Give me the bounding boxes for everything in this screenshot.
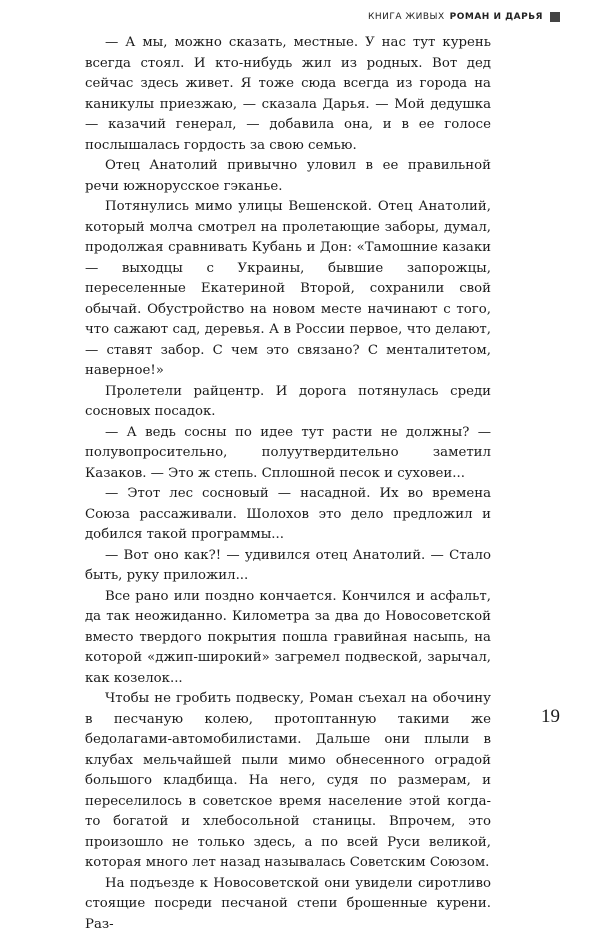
book-title: РОМАН И ДАРЬЯ: [450, 12, 543, 22]
page-number: 19: [541, 706, 560, 728]
paragraph: Пролетели райцентр. И дорога потянулась среди сосновых посадок.: [85, 382, 491, 423]
paragraph: Отец Анатолий привычно уловил в ее правильной речи южнорусское гэканье.: [85, 156, 491, 197]
running-head: [368, 12, 560, 22]
paragraph: Потянулись мимо улицы Вешенской. Отец Анатолий, который молча смотрел на пролетающие заборы, думал, продолжая сравнивать Кубань и Дон: «Тамошние казаки — выходцы с Украины, бывшие запорожцы, переселенные Екатериной Второй, сохранили свой обычай. Обустройство на новом месте начинают с того, что сажают сад, деревья. А в России первое, что делают, — ставят забор. С чем это связано? С менталитетом, наверное!»: [85, 197, 491, 382]
paragraph: Чтобы не гробить подвеску, Роман съехал на обочину в песчаную колею, протоптанную такими же бедолагами-автомобилистами. Дальше они плыли в клубах мельчайшей пыли мимо обнесенного оградой большого кладбища. На него, судя по размерам, и переселилось в советское время население этой когда-то богатой и хлебосольной станицы. Впрочем, это произошло не только здесь, а по всей Руси великой, которая много лет назад называлась Советским Союзом.: [85, 689, 491, 874]
series-title: КНИГА ЖИВЫХ: [368, 12, 445, 22]
paragraph: На подъезде к Новосоветской они увидели сиротливо стоящие посреди песчаной степи брошенные курени. Раз-: [85, 874, 491, 935]
paragraph: — А ведь сосны по идее тут расти не должны? — полувопросительно, полуутвердительно заметил Казаков. — Это ж степь. Сплошной песок и суховеи...: [85, 423, 491, 485]
paragraph: Все рано или поздно кончается. Кончился и асфальт, да так неожиданно. Километра за два до Новосоветской вместо твердого покрытия пошла гравийная насыпь, на которой «джип-широкий» загремел подвеской, зарычал, как козелок...: [85, 587, 491, 690]
paragraph: — Этот лес сосновый — насадной. Их во времена Союза рассаживали. Шолохов это дело предложил и добился такой программы...: [85, 484, 491, 546]
paragraph: — А мы, можно сказать, местные. У нас тут курень всегда стоял. И кто-нибудь жил из родных. Вот дед сейчас здесь живет. Я тоже сюда всегда из города на каникулы приезжаю, — сказала Дарья. — Мой дедушка — казачий генерал, — добавила она, и в ее голосе послышалась гордость за свою семью.: [85, 33, 491, 156]
paragraph: — Вот оно как?! — удивился отец Анатолий. — Стало быть, руку приложил...: [85, 546, 491, 587]
header-square-marker: [550, 12, 560, 22]
body-text: [85, 33, 491, 935]
